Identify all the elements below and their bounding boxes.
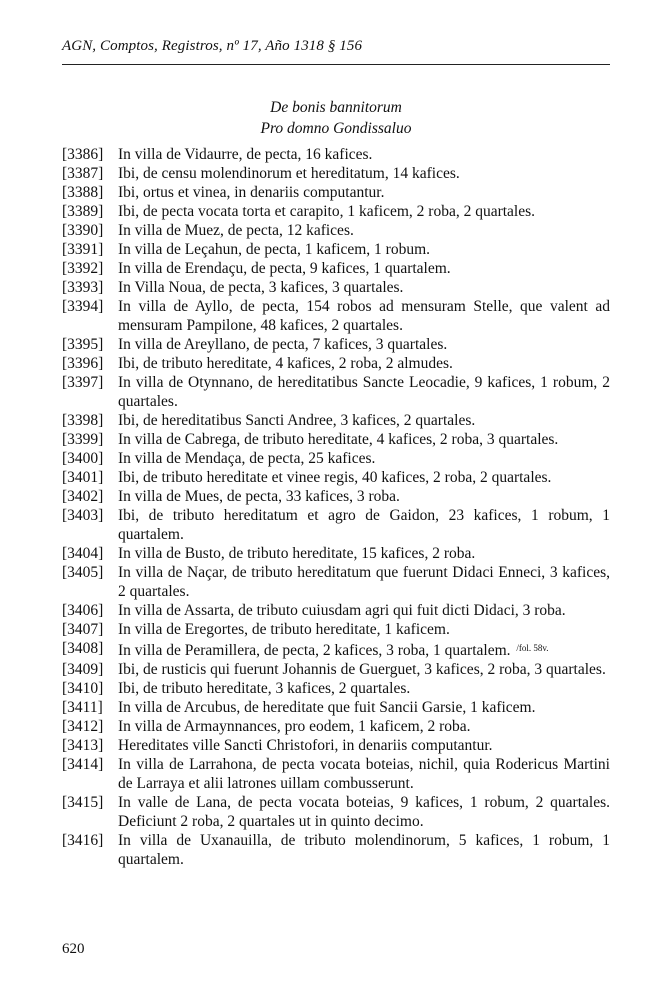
entry-text xyxy=(118,487,610,506)
list-item xyxy=(62,698,610,717)
list-item xyxy=(62,601,610,620)
entry-body: In valle de Lana, de pecta vocata boteias, 9 kafices, 1 robum, 2 quartales. Deficiunt 2 roba, 2 quartales ut in quinto decimo. xyxy=(118,794,610,830)
entry-text xyxy=(118,202,610,221)
list-item xyxy=(62,259,610,278)
entry-number: [3410] xyxy=(62,680,104,697)
entry-number: [3409] xyxy=(62,661,104,678)
list-item xyxy=(62,717,610,736)
entry-list xyxy=(62,145,610,869)
list-item xyxy=(62,660,610,679)
list-item xyxy=(62,544,610,563)
entry-text xyxy=(118,620,610,639)
entry-number: [3393] xyxy=(62,279,104,296)
list-item xyxy=(62,183,610,202)
list-item xyxy=(62,506,610,544)
entry-body: In villa de Naçar, de tributo hereditatum que fuerunt Didaci Enneci, 3 kafices, 2 quartales. xyxy=(118,564,610,600)
list-item xyxy=(62,736,610,755)
list-item xyxy=(62,278,610,297)
entry-text xyxy=(118,373,610,411)
list-item xyxy=(62,831,610,869)
entry-body: Ibi, de censu molendinorum et hereditatum, 14 kafices. xyxy=(118,165,460,182)
entry-body: Ibi, de rusticis qui fuerunt Johannis de Guerguet, 3 kafices, 2 roba, 3 quartales. xyxy=(118,661,606,678)
entry-text xyxy=(118,639,610,660)
entry-text xyxy=(118,755,610,793)
header-rule xyxy=(62,64,610,65)
entry-text xyxy=(118,717,610,736)
list-item xyxy=(62,164,610,183)
entry-text xyxy=(118,164,610,183)
entry-body: Ibi, de tributo hereditate, 3 kafices, 2 quartales. xyxy=(118,680,411,697)
entry-body: Hereditates ville Sancti Christofori, in denariis computantur. xyxy=(118,737,493,754)
entry-text xyxy=(118,430,610,449)
entry-body: In villa de Larrahona, de pecta vocata boteias, nichil, quia Rodericus Martini de Larraya et alii latrones uillam combusserunt. xyxy=(118,756,610,792)
entry-number: [3414] xyxy=(62,756,104,773)
entry-text xyxy=(118,793,610,831)
entry-number: [3397] xyxy=(62,374,104,391)
entry-number: [3402] xyxy=(62,488,104,505)
entry-body: Ibi, de hereditatibus Sancti Andree, 3 kafices, 2 quartales. xyxy=(118,412,476,429)
running-head: AGN, Comptos, Registros, nº 17, Año 1318 § 156 xyxy=(62,38,363,54)
entry-text xyxy=(118,831,610,869)
entry-body: In Villa Noua, de pecta, 3 kafices, 3 quartales. xyxy=(118,279,404,296)
entry-number: [3415] xyxy=(62,794,104,811)
entry-text xyxy=(118,145,610,164)
list-item xyxy=(62,620,610,639)
entry-number: [3387] xyxy=(62,165,104,182)
entry-number: [3406] xyxy=(62,602,104,619)
entry-body: In villa de Uxanauilla, de tributo molendinorum, 5 kafices, 1 robum, 1 quartalem. xyxy=(118,832,610,868)
entry-number: [3401] xyxy=(62,469,104,486)
entry-number: [3404] xyxy=(62,545,104,562)
entry-body: In villa de Muez, de pecta, 12 kafices. xyxy=(118,222,354,239)
list-item xyxy=(62,354,610,373)
list-item xyxy=(62,202,610,221)
page-number: 620 xyxy=(62,941,85,957)
entry-number: [3388] xyxy=(62,184,104,201)
entry-body: Ibi, de tributo hereditate et vinee regis, 40 kafices, 2 roba, 2 quartales. xyxy=(118,469,552,486)
entry-text xyxy=(118,278,610,297)
entry-number: [3390] xyxy=(62,222,104,239)
entry-body: In villa de Mues, de pecta, 33 kafices, 3 roba. xyxy=(118,488,400,505)
list-item xyxy=(62,449,610,468)
entry-body: In villa de Mendaça, de pecta, 25 kafices. xyxy=(118,450,376,467)
list-item xyxy=(62,145,610,164)
entry-number: [3399] xyxy=(62,431,104,448)
entry-text xyxy=(118,506,610,544)
list-item xyxy=(62,487,610,506)
entry-number: [3403] xyxy=(62,507,104,524)
entry-body: In villa de Busto, de tributo hereditate, 15 kafices, 2 roba. xyxy=(118,545,476,562)
entry-body: In villa de Erendaçu, de pecta, 9 kafices, 1 quartalem. xyxy=(118,260,451,277)
list-item xyxy=(62,755,610,793)
list-item xyxy=(62,679,610,698)
entry-number: [3391] xyxy=(62,241,104,258)
entry-text xyxy=(118,698,610,717)
entry-text xyxy=(118,411,610,430)
entry-body: Ibi, de tributo hereditatum et agro de Gaidon, 23 kafices, 1 robum, 1 quartalem. xyxy=(118,507,610,543)
entry-number: [3392] xyxy=(62,260,104,277)
entry-text xyxy=(118,736,610,755)
entry-number: [3386] xyxy=(62,146,104,163)
section-subtitle: Pro domno Gondissaluo xyxy=(260,120,412,137)
entry-number: [3396] xyxy=(62,355,104,372)
list-item xyxy=(62,468,610,487)
folio-note: /fol. 58v. xyxy=(516,643,549,653)
list-item xyxy=(62,373,610,411)
entry-text xyxy=(118,240,610,259)
entry-text xyxy=(118,297,610,335)
entry-body: In villa de Ayllo, de pecta, 154 robos ad mensuram Stelle, que valent ad mensuram Pampilone, 48 kafices, 2 quartales. xyxy=(118,298,610,334)
entry-text xyxy=(118,601,610,620)
entry-body: In villa de Vidaurre, de pecta, 16 kafices. xyxy=(118,146,373,163)
section-title: De bonis bannitorum xyxy=(270,99,402,116)
entry-body: In villa de Assarta, de tributo cuiusdam agri qui fuit dicti Didaci, 3 roba. xyxy=(118,602,566,619)
entry-text xyxy=(118,354,610,373)
entry-body: Ibi, ortus et vinea, in denariis computantur. xyxy=(118,184,385,201)
entry-number: [3413] xyxy=(62,737,104,754)
entry-text xyxy=(118,544,610,563)
list-item xyxy=(62,221,610,240)
list-item xyxy=(62,563,610,601)
entry-text xyxy=(118,335,610,354)
entry-body: In villa de Eregortes, de tributo hereditate, 1 kaficem. xyxy=(118,621,450,638)
entry-text xyxy=(118,221,610,240)
entry-number: [3411] xyxy=(62,699,103,716)
list-item xyxy=(62,430,610,449)
entry-body: In villa de Otynnano, de hereditatibus Sancte Leocadie, 9 kafices, 1 robum, 2 quartales. xyxy=(118,374,610,410)
list-item xyxy=(62,639,610,660)
entry-body: In villa de Peramillera, de pecta, 2 kafices, 3 roba, 1 quartalem. xyxy=(118,642,511,659)
entry-number: [3389] xyxy=(62,203,104,220)
entry-text xyxy=(118,468,610,487)
entry-text xyxy=(118,660,610,679)
list-item xyxy=(62,411,610,430)
entry-text xyxy=(118,449,610,468)
entry-number: [3408] xyxy=(62,640,104,657)
entry-number: [3412] xyxy=(62,718,104,735)
entry-text xyxy=(118,679,610,698)
entry-body: In villa de Armaynnances, pro eodem, 1 kaficem, 2 roba. xyxy=(118,718,471,735)
entry-number: [3398] xyxy=(62,412,104,429)
entry-number: [3416] xyxy=(62,832,104,849)
entry-body: Ibi, de pecta vocata torta et carapito, 1 kaficem, 2 roba, 2 quartales. xyxy=(118,203,536,220)
entry-number: [3400] xyxy=(62,450,104,467)
entry-number: [3394] xyxy=(62,298,104,315)
entry-number: [3407] xyxy=(62,621,104,638)
entry-number: [3405] xyxy=(62,564,104,581)
entry-body: Ibi, de tributo hereditate, 4 kafices, 2 roba, 2 almudes. xyxy=(118,355,453,372)
list-item xyxy=(62,297,610,335)
entry-body: In villa de Cabrega, de tributo hereditate, 4 kafices, 2 roba, 3 quartales. xyxy=(118,431,559,448)
entry-body: In villa de Arcubus, de hereditate que fuit Sancii Garsie, 1 kaficem. xyxy=(118,699,536,716)
list-item xyxy=(62,240,610,259)
entry-text xyxy=(118,259,610,278)
entry-text xyxy=(118,563,610,601)
list-item xyxy=(62,335,610,354)
entry-number: [3395] xyxy=(62,336,104,353)
entry-text xyxy=(118,183,610,202)
entry-body: In villa de Areyllano, de pecta, 7 kafices, 3 quartales. xyxy=(118,336,448,353)
entry-body: In villa de Leçahun, de pecta, 1 kaficem, 1 robum. xyxy=(118,241,431,258)
list-item xyxy=(62,793,610,831)
